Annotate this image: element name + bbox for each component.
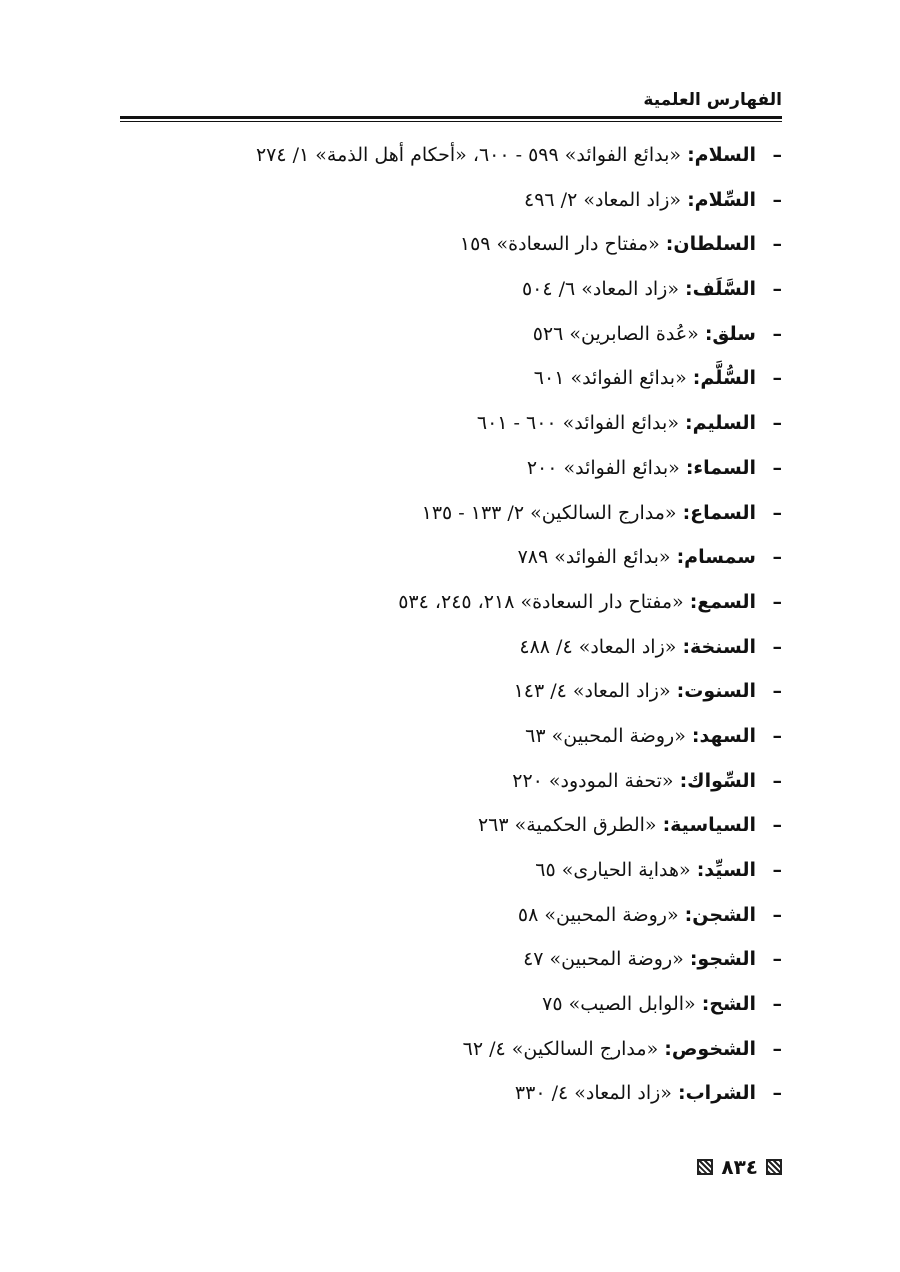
running-header	[120, 86, 782, 114]
header-rule-thin	[120, 121, 782, 122]
entry-reference: «روضة المحبين» ٥٨	[517, 903, 679, 926]
header-rule-thick	[120, 116, 782, 119]
ornament-square-icon	[766, 1159, 782, 1175]
entry-dash: –	[772, 278, 782, 301]
entry-reference: «الطرق الحكمية» ٢٦٣	[477, 814, 657, 837]
ornament-square-icon	[697, 1159, 713, 1175]
entry-dash: –	[772, 501, 782, 524]
entry-dash: –	[772, 412, 782, 435]
entry-dash: –	[772, 144, 782, 166]
entry-reference: «زاد المعاد» ٤/ ١٤٣	[513, 680, 671, 703]
index-entry	[222, 446, 782, 491]
index-entry	[222, 133, 782, 178]
index-entry	[222, 178, 782, 223]
index-entry	[222, 267, 782, 312]
entry-dash: –	[772, 188, 782, 211]
index-entry	[222, 982, 782, 1027]
entry-term: الشراب:	[677, 1082, 756, 1105]
index-entry	[222, 580, 782, 625]
entry-term: السماء:	[685, 456, 756, 479]
entry-reference: «بدائع الفوائد» ٢٠٠	[526, 456, 680, 479]
entry-dash: –	[772, 814, 782, 837]
entry-term: سمسام:	[676, 546, 756, 569]
entry-term: السليم:	[685, 412, 756, 435]
page-footer	[662, 1150, 782, 1184]
entry-term: سلق:	[704, 322, 756, 345]
entry-term: السُّلَّم:	[692, 367, 756, 390]
index-entry	[222, 759, 782, 804]
index-entry	[222, 848, 782, 893]
entry-dash: –	[772, 546, 782, 569]
entry-reference: «روضة المحبين» ٦٣	[525, 724, 686, 747]
entry-dash: –	[772, 993, 782, 1016]
entry-term: السِّواك:	[679, 769, 756, 792]
entry-dash: –	[772, 859, 782, 881]
index-entry	[222, 222, 782, 267]
entry-dash: –	[772, 948, 782, 971]
entry-dash: –	[772, 635, 782, 658]
index-entry	[222, 937, 782, 982]
entry-reference: «زاد المعاد» ٤/ ٤٨٨	[519, 635, 677, 658]
entry-term: السهد:	[691, 724, 756, 747]
index-entry	[222, 714, 782, 759]
entry-dash: –	[772, 1082, 782, 1105]
index-entry	[222, 1071, 782, 1116]
entry-dash: –	[772, 769, 782, 792]
index-entry	[222, 312, 782, 357]
index-entry	[222, 1027, 782, 1072]
entry-term: الشجو:	[689, 948, 756, 971]
entry-reference: «زاد المعاد» ٦/ ٥٠٤	[521, 278, 679, 301]
entry-reference: «بدائع الفوائد» ٦٠١	[533, 367, 687, 390]
entry-reference: «زاد المعاد» ٢/ ٤٩٦	[524, 188, 682, 211]
entry-term: الشجن:	[684, 903, 756, 926]
entry-reference: «الوابل الصيب» ٧٥	[542, 993, 696, 1016]
entry-term: السيِّد:	[696, 859, 756, 881]
index-entry	[222, 535, 782, 580]
page-number: ٨٣٤	[721, 1155, 758, 1179]
entry-term: السنوت:	[676, 680, 756, 703]
entry-term: السلطان:	[665, 233, 756, 256]
entry-reference: «مدارج السالكين» ٤/ ٦٢	[462, 1037, 659, 1060]
index-entry	[222, 491, 782, 536]
entry-dash: –	[772, 233, 782, 256]
index-entry	[222, 401, 782, 446]
entry-term: السماع:	[682, 501, 756, 524]
entry-dash: –	[772, 367, 782, 390]
entry-reference: «بدائع الفوائد» ٥٩٩ - ٦٠٠، «أحكام أهل الذمة» ١/ ٢٧٤	[255, 144, 682, 166]
entry-term: الشخوص:	[664, 1037, 756, 1060]
entry-reference: «زاد المعاد» ٤/ ٣٣٠	[514, 1082, 672, 1105]
entry-term: الشح:	[701, 993, 756, 1016]
entry-dash: –	[772, 456, 782, 479]
entry-term: السمع:	[689, 590, 756, 613]
entry-dash: –	[772, 1037, 782, 1060]
entry-term: السنخة:	[682, 635, 756, 658]
entry-dash: –	[772, 724, 782, 747]
entry-reference: «بدائع الفوائد» ٧٨٩	[517, 546, 671, 569]
entry-reference: «مفتاح دار السعادة» ٢١٨، ٢٤٥، ٥٣٤	[398, 590, 684, 613]
entry-dash: –	[772, 322, 782, 345]
index-entry-list	[222, 133, 782, 1116]
entry-term: السِّلام:	[687, 188, 756, 211]
header-title: الفهارس العلمية	[643, 90, 782, 110]
entry-reference: «عُدة الصابرين» ٥٢٦	[532, 322, 699, 345]
entry-reference: «بدائع الفوائد» ٦٠٠ - ٦٠١	[476, 412, 679, 435]
entry-reference: «مفتاح دار السعادة» ١٥٩	[459, 233, 660, 256]
index-entry	[222, 803, 782, 848]
entry-dash: –	[772, 680, 782, 703]
entry-dash: –	[772, 590, 782, 613]
entry-reference: «روضة المحبين» ٤٧	[523, 948, 684, 971]
index-entry	[222, 893, 782, 938]
entry-reference: «مدارج السالكين» ٢/ ١٣٣ - ١٣٥	[421, 501, 677, 524]
index-entry	[222, 356, 782, 401]
entry-term: السلام:	[687, 144, 756, 166]
index-entry	[222, 669, 782, 714]
entry-reference: «تحفة المودود» ٢٢٠	[512, 769, 674, 792]
entry-term: السياسية:	[662, 814, 756, 837]
entry-term: السَّلَف:	[685, 278, 756, 301]
index-entry	[222, 625, 782, 670]
entry-dash: –	[772, 903, 782, 926]
entry-reference: «هداية الحيارى» ٦٥	[535, 859, 691, 881]
